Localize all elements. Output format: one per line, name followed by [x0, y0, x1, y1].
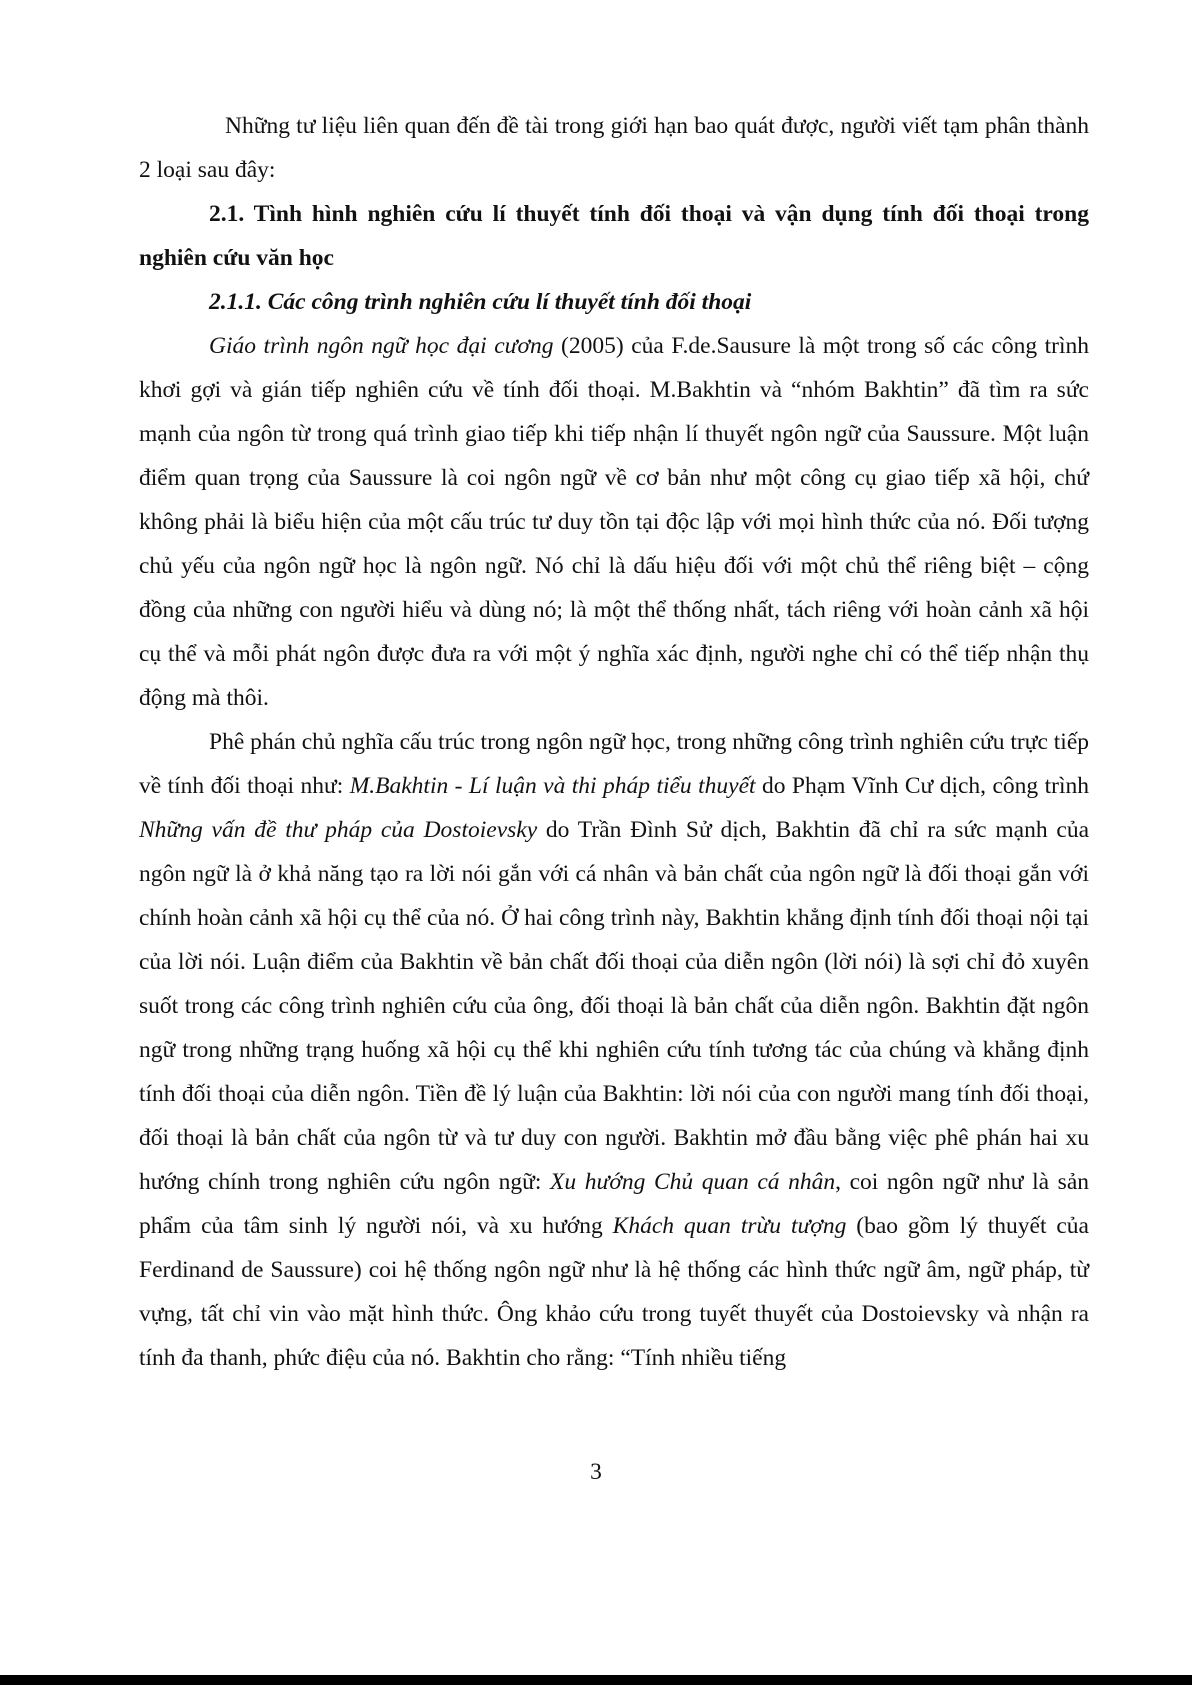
paragraph-bakhtin-text-4: , coi ngôn ngữ như là sản phẩm của tâm sinh lý người nói, và xu hướng [139, 1169, 1090, 1239]
paragraph-bakhtin-text-2: do Phạm Vĩnh Cư dịch, công trình [755, 773, 1089, 799]
book-title-bakhtin-li-luan: M.Bakhtin - Lí luận và thi pháp tiểu thuyết [349, 773, 756, 799]
paragraph-bakhtin-text-1: Phê phán chủ nghĩa cấu trúc trong ngôn ngữ học, trong những công trình nghiên cứu trực tiếp về tính đối thoại như: [139, 729, 1089, 799]
section-heading-2-1-1: 2.1.1. Các công trình nghiên cứu lí thuyết tính đối thoại [209, 289, 752, 315]
book-title-giao-trinh: Giáo trình ngôn ngữ học đại cương [209, 333, 554, 359]
paragraph-bakhtin [139, 720, 1089, 1380]
paragraph-bakhtin-text-3: do Trần Đình Sử dịch, Bakhtin đã chỉ ra sức mạnh của ngôn ngữ là ở khả năng tạo ra lời nói gắn với cá nhân và bản chất của ngôn ngữ là đối thoại gắn với chính hoàn cảnh xã hội cụ thể của nó. Ở hai công trình này, Bakhtin khẳng định tính đối thoại nội tại của lời nói. Luận điểm của Bakhtin về bản chất đối thoại của diễn ngôn (lời nói) là sợi chỉ đỏ xuyên suốt trong các công trình nghiên cứu của ông, đối thoại là bản chất của diễn ngôn. Bakhtin đặt ngôn ngữ trong những trạng huống xã hội cụ thể khi nghiên cứu tính tương tác của chúng và khẳng định tính đối thoại của diễn ngôn. Tiền đề lý luận của Bakhtin: lời nói của con người mang tính đối thoại, đối thoại là bản chất của ngôn từ và tư duy con người. Bakhtin mở đầu bằng việc phê phán hai xu hướng chính trong nghiên cứu ngôn ngữ: [139, 817, 1089, 1195]
document-page [139, 104, 1089, 1380]
paragraph-saussure [139, 324, 1089, 720]
bottom-border [0, 1675, 1192, 1685]
intro-paragraph: Những tư liệu liên quan đến đề tài trong giới hạn bao quát được, người viết tạm phân thành 2 loại sau đây: [139, 113, 1089, 183]
term-chu-quan-ca-nhan: Xu hướng Chủ quan cá nhân [550, 1169, 836, 1195]
book-title-dostoievsky: Những vấn đề thư pháp của Dostoievsky [139, 817, 538, 843]
paragraph-bakhtin-text-5: (bao gồm lý thuyết của Ferdinand de Saussure) coi hệ thống ngôn ngữ như là hệ thống các hình thức ngữ âm, ngữ pháp, từ vựng, tất chỉ vin vào mặt hình thức. Ông khảo cứu trong tuyết thuyết của Dostoievsky và nhận ra tính đa thanh, phức điệu của nó. Bakhtin cho rằng: “Tính nhiều tiếng [139, 1213, 1089, 1371]
term-khach-quan-truu-tuong: Khách quan trừu tượng [612, 1213, 847, 1239]
paragraph-saussure-text: (2005) của F.de.Sausure là một trong số các công trình khơi gợi và gián tiếp nghiên cứu về tính đối thoại. M.Bakhtin và “nhóm Bakhtin” đã tìm ra sức mạnh của ngôn từ trong quá trình giao tiếp khi tiếp nhận lí thuyết ngôn ngữ của Saussure. Một luận điểm quan trọng của Saussure là coi ngôn ngữ về cơ bản như một công cụ giao tiếp xã hội, chứ không phải là biểu hiện của một cấu trúc tư duy tồn tại độc lập với mọi hình thức của nó. Đối tượng chủ yếu của ngôn ngữ học là ngôn ngữ. Nó chỉ là dấu hiệu đối với một chủ thể riêng biệt – cộng đồng của những con người hiểu và dùng nó; là một thể thống nhất, tách riêng với hoàn cảnh xã hội cụ thể và mỗi phát ngôn được đưa ra với một ý nghĩa xác định, người nghe chỉ có thể tiếp nhận thụ động mà thôi. [139, 333, 1089, 711]
page-number: 3 [590, 1459, 602, 1485]
section-heading-2-1: 2.1. Tình hình nghiên cứu lí thuyết tính đối thoại và vận dụng tính đối thoại trong nghiên cứu văn học [139, 201, 1089, 271]
